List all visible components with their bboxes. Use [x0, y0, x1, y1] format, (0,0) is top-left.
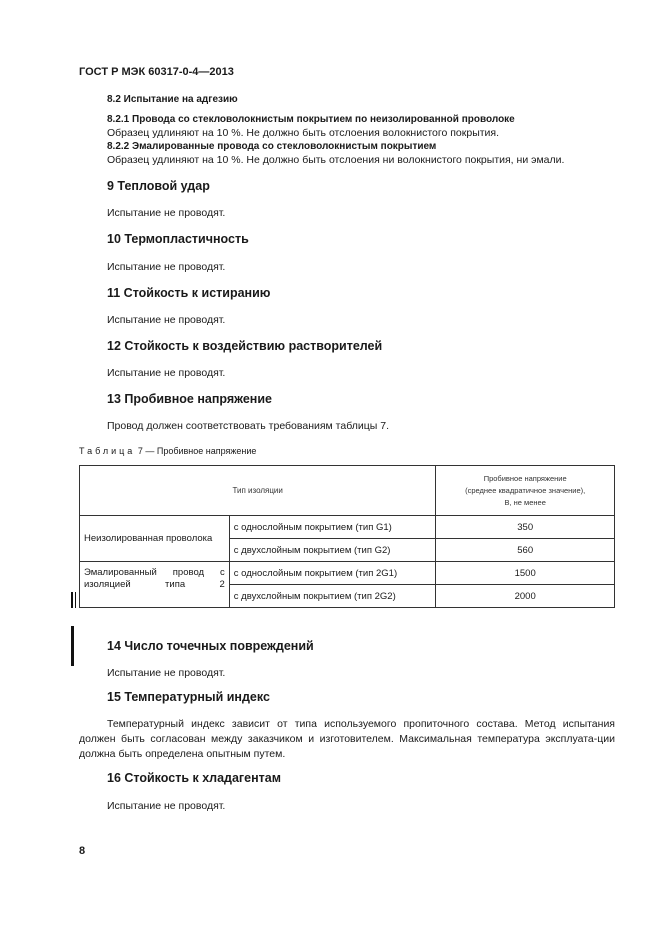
header-breakdown-voltage [436, 466, 615, 516]
value-cell: 560 [436, 539, 615, 562]
section-16-text: Испытание не проводят. [107, 800, 226, 812]
section-11-text: Испытание не проводят. [107, 314, 226, 326]
section-12-text: Испытание не проводят. [107, 367, 226, 379]
section-15-text: Температурный индекс зависит от типа используемого пропиточного состава. Метод испытания должен быть согласован между заказчиком и изготовителем. Максимальная температура эксплуата-ции должна быть определена опытным путем. [79, 718, 615, 760]
section-8-2-title: 8.2 Испытание на адгезию [107, 94, 238, 105]
coating-cell: с двухслойным покрытием (тип 2G2) [229, 585, 436, 608]
section-13-text: Провод должен соответствовать требованиям таблицы 7. [107, 420, 389, 432]
section-15-title: 15 Температурный индекс [107, 690, 270, 704]
section-8-2-2-text: Образец удлиняют на 10 %. Не должно быть отслоения ни волокнистого покрытия, ни эмали. [107, 154, 565, 166]
table-caption-number: 7 [137, 446, 143, 456]
header-line-2: (среднее квадратичное значение), [465, 485, 586, 495]
header-insulation-type: Тип изоляции [80, 466, 436, 516]
header-line-3: В, не менее [504, 497, 546, 507]
section-16-title: 16 Стойкость к хладагентам [107, 771, 281, 785]
document-header: ГОСТ Р МЭК 60317-0-4—2013 [79, 66, 234, 78]
page-number: 8 [79, 845, 86, 857]
section-9-title: 9 Тепловой удар [107, 179, 210, 193]
value-cell: 350 [436, 516, 615, 539]
section-8-2-1-text: Образец удлиняют на 10 %. Не должно быть отслоения волокнистого покрытия. [107, 127, 500, 139]
section-10-text: Испытание не проводят. [107, 261, 226, 273]
table-row [80, 562, 615, 585]
table-header-row [80, 466, 615, 516]
section-11-title: 11 Стойкость к истиранию [107, 286, 271, 300]
coating-cell: с однослойным покрытием (тип 2G1) [229, 562, 436, 585]
value-cell: 2000 [436, 585, 615, 608]
section-8-2-1-title: 8.2.1 Провода со стекловолокнистым покрытием по неизолированной проволоке [107, 114, 515, 125]
section-14-text: Испытание не проводят. [107, 667, 226, 679]
table-7-caption [79, 446, 256, 456]
section-9-text: Испытание не проводят. [107, 207, 226, 219]
table-caption-title: — Пробивное напряжение [145, 446, 257, 456]
table-7 [79, 465, 615, 608]
change-bar-left-thin [75, 592, 76, 608]
group-bare-wire: Неизолированная проволока [80, 516, 230, 562]
change-bar-section-14 [71, 626, 74, 666]
change-bar-left [71, 592, 73, 608]
table-caption-label: Таблица [79, 446, 136, 456]
table-row [80, 516, 615, 539]
coating-cell: с двухслойным покрытием (тип G2) [229, 539, 436, 562]
section-10-title: 10 Термопластичность [107, 232, 249, 246]
section-14-title: 14 Число точечных повреждений [107, 639, 314, 653]
coating-cell: с однослойным покрытием (тип G1) [229, 516, 436, 539]
value-cell: 1500 [436, 562, 615, 585]
group-enamelled-wire: Эмалированный провод с изоляцией типа 2 [80, 562, 230, 608]
section-13-title: 13 Пробивное напряжение [107, 392, 272, 406]
section-12-title: 12 Стойкость к воздействию растворителей [107, 339, 383, 353]
section-8-2-2-title: 8.2.2 Эмалированные провода со стекловолокнистым покрытием [107, 141, 437, 152]
header-line-1: Пробивное напряжение [483, 473, 567, 483]
